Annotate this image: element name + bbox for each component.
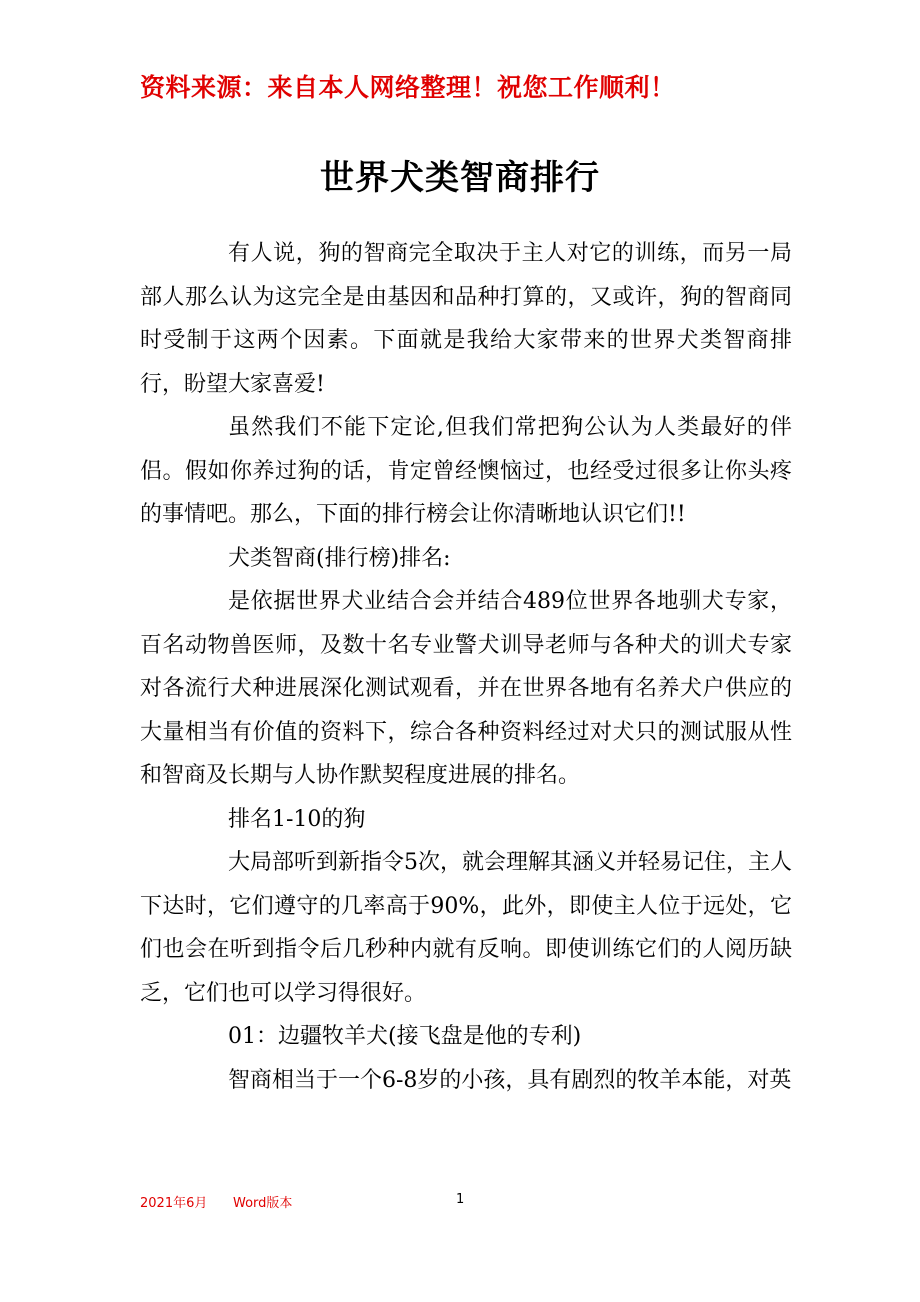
paragraph-breed-01-detail: 智商相当于一个6-8岁的小孩，具有剧烈的牧羊本能，对英 xyxy=(228,1067,792,1093)
page-number: 1 xyxy=(456,1192,465,1207)
paragraph-intro: 有人说，狗的智商完全取决于主人对它的训练，而另一局部人那么认为这完全是由基因和品种打算的，又或许，狗的智商同时受制于这两个因素。下面就是我给大家带来的世界犬类智商排行，盼望大家喜爱! xyxy=(140,241,792,397)
document-title: 世界犬类智商排行 xyxy=(320,158,600,198)
document-body xyxy=(140,232,792,1102)
footer-date: 2021年6月 xyxy=(140,1196,208,1211)
paragraph-rank-description: 大局部听到新指令5次，就会理解其涵义并轻易记住，主人下达时，它们遵守的几率高于90%，此外，即使主人位于远处，它们也会在听到指令后几秒种内就有反响。即使训练它们的人阅历缺乏，它们也可以学习得很好。 xyxy=(140,850,792,1006)
page-footer xyxy=(140,1192,792,1214)
paragraph-ranking-heading: 犬类智商(排行榜)排名: xyxy=(228,545,451,571)
paragraph-breed-01: 01：边疆牧羊犬(接飞盘是他的专利) xyxy=(228,1024,582,1049)
footer-version: Word版本 xyxy=(233,1196,293,1211)
source-note: 资料来源：来自本人网络整理！祝您工作顺利！ xyxy=(140,73,676,102)
paragraph-rank-range: 排名1-10的狗 xyxy=(228,806,366,832)
paragraph-companion: 虽然我们不能下定论,但我们常把狗公认为人类最好的伴侣。假如你养过狗的话，肯定曾经懊恼过，也经受过很多让你头疼的事情吧。那么，下面的排行榜会让你清晰地认识它们!! xyxy=(140,415,792,527)
paragraph-ranking-method: 是依据世界犬业结合会并结合489位世界各地驯犬专家，百名动物兽医师，及数十名专业警犬训导老师与各种犬的训犬专家对各流行犬种进展深化测试观看，并在世界各地有名养犬户供应的大量相当有价值的资料下，综合各种资料经过对犬只的测试服从性和智商及长期与人协作默契程度进展的排名。 xyxy=(140,589,792,788)
